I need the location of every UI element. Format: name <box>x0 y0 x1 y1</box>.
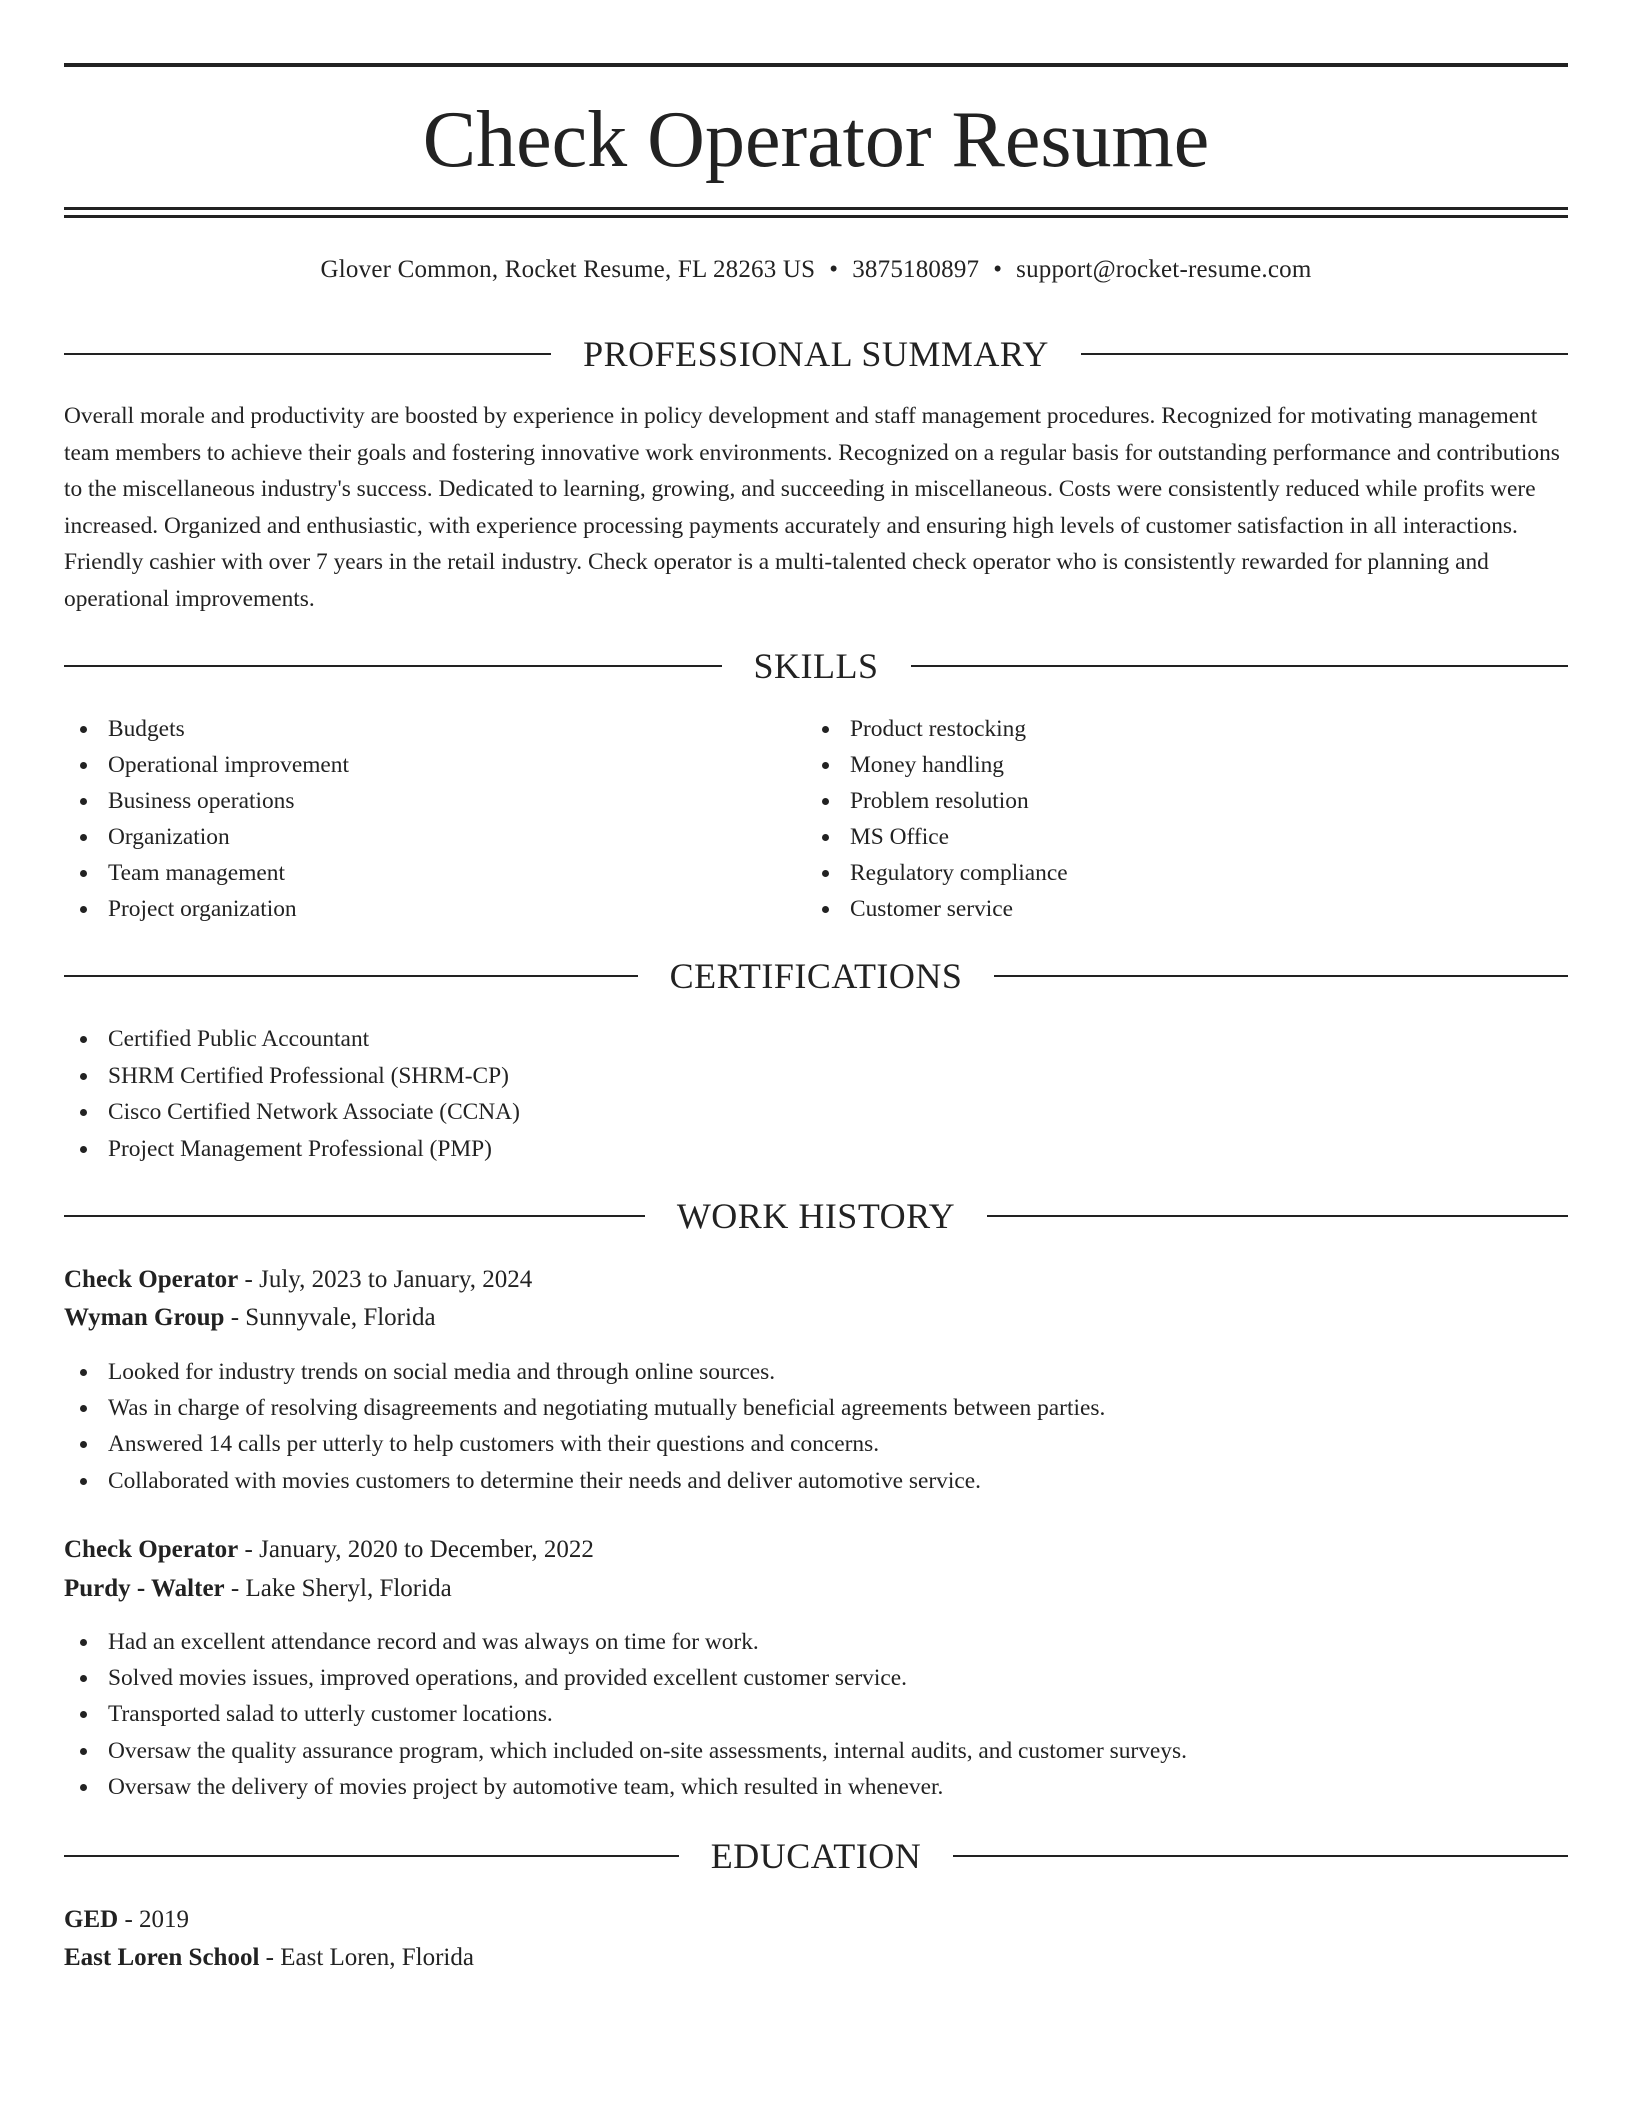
education-degree: GED <box>64 1906 119 1933</box>
job-location: - Sunnyvale, Florida <box>224 1304 436 1331</box>
professional-summary-text: Overall morale and productivity are boosted by experience in policy development and staff management procedures. Recognized for motivating management team members to achieve their goals and fostering innovative work environments. Recognized on a regular basis for outstanding performance and contributions to the miscellaneous industry's success. Dedicated to learning, growing, and succeeding in miscellaneous. Costs were consistently reduced while profits were increased. Organized and enthusiastic, with experience processing payments accurately and ensuring high levels of customer satisfaction in all interactions. Friendly cashier with over 7 years in the retail industry. Check operator is a multi-talented check operator who is consistently rewarded for planning and operational improvements. <box>64 403 1560 612</box>
education-school-line <box>64 1940 474 1976</box>
header-double-rule-upper <box>64 207 1568 210</box>
section-title: CERTIFICATIONS <box>669 956 963 996</box>
contact-phone: 3875180897 <box>852 256 980 283</box>
heading-rule <box>1081 353 1568 355</box>
contact-line <box>64 252 1568 288</box>
section-heading-summary <box>64 332 1568 376</box>
heading-rule <box>987 1215 1568 1217</box>
skill-item: Project organization <box>64 891 764 927</box>
job-title: Check Operator <box>64 1536 239 1563</box>
contact-email: support@rocket-resume.com <box>1016 256 1312 283</box>
job-bullet: Had an excellent attendance record and was always on time for work. <box>64 1624 1564 1660</box>
skill-item: Business operations <box>64 783 764 819</box>
job-bullet: Oversaw the quality assurance program, which included on-site assessments, internal audits, and customer surveys. <box>64 1733 1564 1769</box>
job-bullet: Was in charge of resolving disagreements and negotiating mutually beneficial agreements between parties. <box>64 1390 1564 1426</box>
certification-item: Cisco Certified Network Associate (CCNA) <box>64 1094 1564 1131</box>
heading-rule <box>64 975 638 977</box>
job-bullets <box>64 1354 1564 1499</box>
section-heading-certifications <box>64 954 1568 998</box>
skill-item: Regulatory compliance <box>806 855 1506 891</box>
job-dates: - January, 2020 to December, 2022 <box>238 1536 594 1563</box>
job-dates: - July, 2023 to January, 2024 <box>238 1266 533 1293</box>
heading-rule <box>994 975 1568 977</box>
certification-item: SHRM Certified Professional (SHRM-CP) <box>64 1058 1564 1095</box>
skill-item: Budgets <box>64 711 764 747</box>
skill-item: Customer service <box>806 891 1506 927</box>
skill-item: Organization <box>64 819 764 855</box>
job-title-line <box>64 1262 532 1298</box>
skills-list-left <box>64 711 764 927</box>
skill-item: Product restocking <box>806 711 1506 747</box>
contact-address: Glover Common, Rocket Resume, FL 28263 US <box>320 256 816 283</box>
education-year: - 2019 <box>118 1906 190 1933</box>
contact-separator: • <box>993 256 1003 283</box>
header-double-rule-lower <box>64 215 1568 218</box>
skills-list-right <box>806 711 1506 927</box>
heading-rule <box>911 665 1569 667</box>
heading-rule <box>64 665 722 667</box>
job-title: Check Operator <box>64 1266 239 1293</box>
heading-rule <box>953 1855 1568 1857</box>
education-school: East Loren School <box>64 1944 260 1971</box>
section-heading-work-history <box>64 1194 1568 1238</box>
job-bullet: Solved movies issues, improved operations, and provided excellent customer service. <box>64 1660 1564 1696</box>
skill-item: Operational improvement <box>64 747 764 783</box>
section-heading-skills <box>64 644 1568 688</box>
job-bullet: Answered 14 calls per utterly to help customers with their questions and concerns. <box>64 1426 1564 1462</box>
job-location: - Lake Sheryl, Florida <box>224 1575 452 1602</box>
certification-item: Project Management Professional (PMP) <box>64 1131 1564 1168</box>
header-top-rule <box>64 63 1568 67</box>
skill-item: MS Office <box>806 819 1506 855</box>
contact-separator: • <box>829 256 839 283</box>
job-company-line <box>64 1300 436 1336</box>
section-title: PROFESSIONAL SUMMARY <box>583 334 1049 374</box>
heading-rule <box>64 1855 679 1857</box>
skill-item: Team management <box>64 855 764 891</box>
job-bullet: Transported salad to utterly customer locations. <box>64 1696 1564 1732</box>
skill-item: Money handling <box>806 747 1506 783</box>
job-bullet: Looked for industry trends on social media and through online sources. <box>64 1354 1564 1390</box>
job-bullet: Oversaw the delivery of movies project by automotive team, which resulted in whenever. <box>64 1769 1564 1805</box>
job-bullets <box>64 1624 1564 1805</box>
certifications-list <box>64 1021 1564 1167</box>
heading-rule <box>64 1215 645 1217</box>
section-title: WORK HISTORY <box>676 1196 956 1236</box>
certification-item: Certified Public Accountant <box>64 1021 1564 1058</box>
job-title-line <box>64 1532 594 1568</box>
job-bullet: Collaborated with movies customers to determine their needs and deliver automotive service. <box>64 1463 1564 1499</box>
job-company: Wyman Group <box>64 1304 225 1331</box>
section-title: EDUCATION <box>710 1836 922 1876</box>
job-company-line <box>64 1571 452 1607</box>
education-degree-line <box>64 1902 189 1938</box>
education-location: - East Loren, Florida <box>259 1944 474 1971</box>
section-title: SKILLS <box>753 646 879 686</box>
heading-rule <box>64 353 551 355</box>
job-company: Purdy - Walter <box>64 1575 225 1602</box>
skill-item: Problem resolution <box>806 783 1506 819</box>
section-heading-education <box>64 1834 1568 1878</box>
resume-title: Check Operator Resume <box>422 96 1210 184</box>
